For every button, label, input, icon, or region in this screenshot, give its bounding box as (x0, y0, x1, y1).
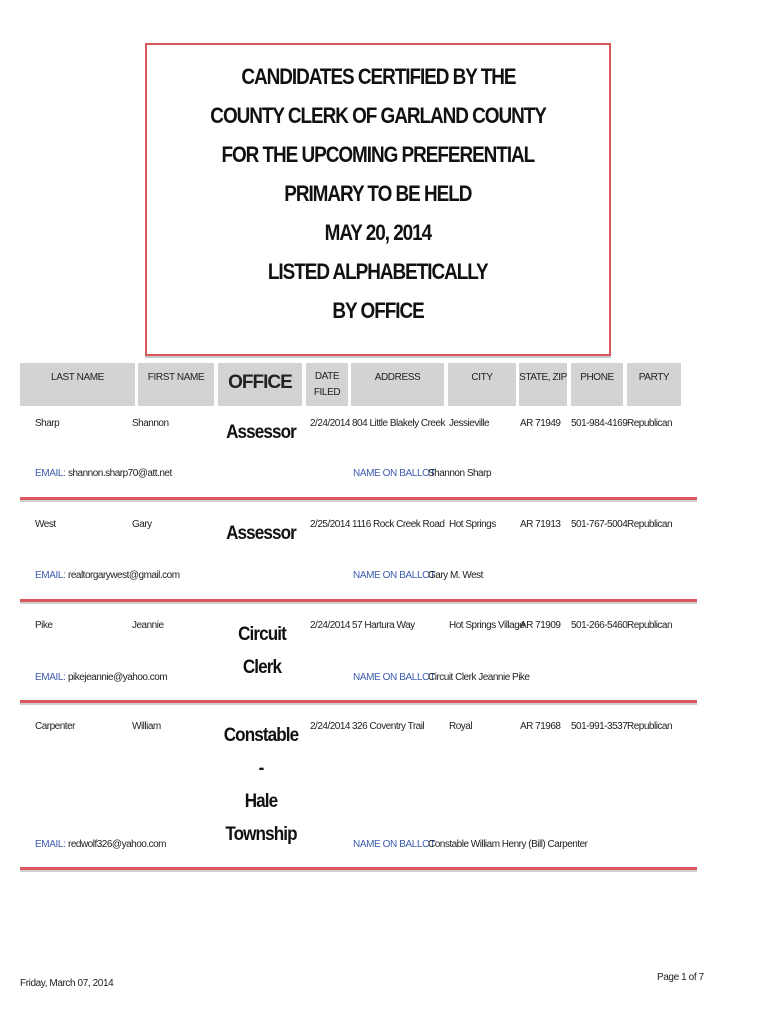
email-address: shannon.sharp70@att.net (68, 468, 172, 479)
title-line: LISTED ALPHABETICALLY (268, 259, 488, 284)
email-address: realtorgarywest@gmail.com (68, 570, 180, 581)
phone: 501-767-5004 (571, 519, 628, 530)
header-last-name: LAST NAME (20, 363, 135, 406)
city: Jessieville (449, 418, 490, 429)
header-party: PARTY (627, 363, 681, 406)
header-address: ADDRESS (351, 363, 444, 406)
state-zip: AR 71949 (520, 418, 561, 429)
title-line: FOR THE UPCOMING PREFERENTIAL (221, 142, 535, 167)
email-address: redwolf326@yahoo.com (68, 839, 166, 850)
date-filed: 2/24/2014 (310, 418, 350, 429)
address: 57 Hartura Way (352, 620, 415, 631)
page-number: Page 1 of 7 (657, 972, 704, 983)
office-name (221, 618, 304, 684)
record-separator (20, 599, 697, 602)
address: 804 Little Blakely Creek (352, 418, 446, 429)
office-line: Assessor (226, 422, 296, 443)
office-line: Hale (244, 791, 278, 812)
title-line: COUNTY CLERK OF GARLAND COUNTY (210, 103, 546, 128)
phone: 501-984-4169 (571, 418, 628, 429)
footer-date: Friday, March 07, 2014 (20, 978, 114, 989)
record-separator (20, 497, 697, 500)
header-date-filed (306, 363, 348, 406)
office-line: Assessor (226, 523, 296, 544)
name-on-ballot-label: NAME ON BALLOT (353, 570, 436, 581)
email-address: pikejeannie@yahoo.com (68, 672, 168, 683)
first-name: Gary (132, 519, 152, 530)
email-label: EMAIL: (35, 672, 66, 683)
title-line: PRIMARY TO BE HELD (284, 181, 472, 206)
ballot-name: Constable William Henry (Bill) Carpenter (428, 839, 588, 850)
party: Republican (627, 418, 673, 429)
last-name: Carpenter (35, 721, 75, 732)
state-zip: AR 71968 (520, 721, 561, 732)
header-date-label: DATE (314, 371, 340, 382)
header-filed-label: FILED (313, 387, 341, 398)
record-separator (20, 700, 697, 703)
city: Hot Springs (449, 519, 496, 530)
last-name: West (35, 519, 56, 530)
header-phone: PHONE (571, 363, 623, 406)
record-separator (20, 867, 697, 870)
last-name: Pike (35, 620, 53, 631)
date-filed: 2/24/2014 (310, 620, 350, 631)
last-name: Sharp (35, 418, 60, 429)
office-name (221, 719, 302, 851)
date-filed: 2/24/2014 (310, 721, 350, 732)
office-line: Township (225, 824, 297, 845)
first-name: Jeannie (132, 620, 164, 631)
name-on-ballot-label: NAME ON BALLOT (353, 672, 436, 683)
office-name (222, 517, 299, 550)
header-state-zip: STATE, ZIP (519, 363, 567, 406)
office-line: Circuit Clerk (238, 624, 286, 678)
party: Republican (627, 721, 673, 732)
party: Republican (627, 620, 673, 631)
date-filed: 2/25/2014 (310, 519, 350, 530)
ballot-name: Gary M. West (428, 570, 483, 581)
header-office: OFFICE (218, 363, 302, 406)
ballot-name: Circuit Clerk Jeannie Pike (428, 672, 530, 683)
city: Hot Springs Village (449, 620, 525, 631)
office-line: Constable - (223, 725, 299, 779)
first-name: Shannon (132, 418, 169, 429)
name-on-ballot-label: NAME ON BALLOT (353, 839, 436, 850)
title-line: BY OFFICE (332, 298, 424, 323)
address: 326 Coventry Trail (352, 721, 425, 732)
name-on-ballot-label: NAME ON BALLOT (353, 468, 436, 479)
party: Republican (627, 519, 673, 530)
phone: 501-991-3537 (571, 721, 628, 732)
email-label: EMAIL: (35, 839, 66, 850)
first-name: William (132, 721, 161, 732)
phone: 501-266-5460 (571, 620, 628, 631)
email-label: EMAIL: (35, 570, 66, 581)
address: 1116 Rock Creek Road (352, 519, 445, 530)
city: Royal (449, 721, 473, 732)
title-line: CANDIDATES CERTIFIED BY THE (240, 64, 516, 89)
header-first-name: FIRST NAME (138, 363, 214, 406)
title-line: MAY 20, 2014 (324, 220, 432, 245)
office-name (222, 416, 299, 449)
header-city: CITY (448, 363, 516, 406)
email-label: EMAIL: (35, 468, 66, 479)
state-zip: AR 71913 (520, 519, 561, 530)
document-title-box (145, 43, 611, 356)
state-zip: AR 71909 (520, 620, 561, 631)
ballot-name: Shannon Sharp (428, 468, 492, 479)
